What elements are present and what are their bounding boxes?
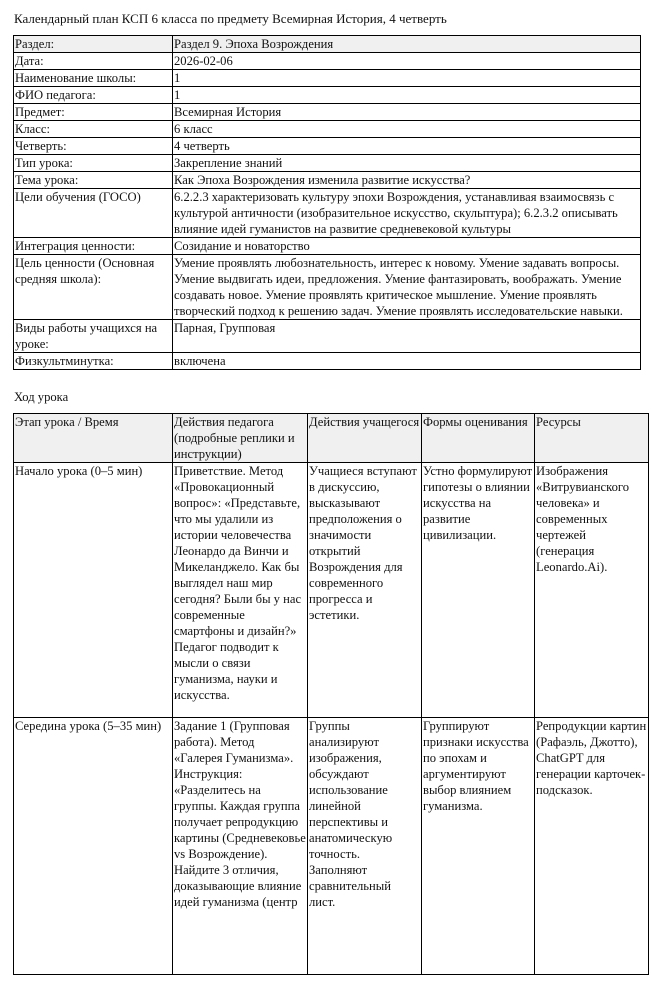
column-header: Формы оценивания bbox=[422, 414, 535, 463]
info-key: Класс: bbox=[14, 121, 173, 138]
info-value: Умение проявлять любознательность, интерес к новому. Умение задавать вопросы. Умение выдвигать идеи, предложения. Умение фантазировать, воображать. Умение создавать новое. Умение проявлять критическое мышление. Умение проявлять творческий подход к решению задач. Умение проявлять исследовательские навыки. bbox=[173, 255, 641, 320]
document-title: Календарный план КСП 6 класса по предмету Всемирная История, 4 четверть bbox=[14, 11, 447, 26]
info-row bbox=[14, 255, 641, 320]
info-key: Предмет: bbox=[14, 104, 173, 121]
info-key: Наименование школы: bbox=[14, 70, 173, 87]
column-header: Ресурсы bbox=[535, 414, 649, 463]
table-row bbox=[14, 463, 649, 718]
info-row bbox=[14, 353, 641, 370]
info-row bbox=[14, 121, 641, 138]
resources-cell: Репродукции картин (Рафаэль, Джотто), ChatGPT для генерации карточек-подсказок. bbox=[535, 718, 649, 975]
info-row bbox=[14, 238, 641, 255]
info-row bbox=[14, 172, 641, 189]
info-row bbox=[14, 104, 641, 121]
info-key: Тема урока: bbox=[14, 172, 173, 189]
info-row bbox=[14, 189, 641, 238]
stage-cell: Начало урока (0–5 мин) bbox=[14, 463, 173, 718]
info-key: Раздел: bbox=[14, 36, 173, 53]
table-header-row bbox=[14, 414, 649, 463]
info-key: Дата: bbox=[14, 53, 173, 70]
info-value: Созидание и новаторство bbox=[173, 238, 641, 255]
info-value: 6 класс bbox=[173, 121, 641, 138]
info-value: Парная, Групповая bbox=[173, 320, 641, 353]
info-value: 1 bbox=[173, 87, 641, 104]
column-header: Действия учащегося bbox=[308, 414, 422, 463]
info-value: Как Эпоха Возрождения изменила развитие искусства? bbox=[173, 172, 641, 189]
info-row bbox=[14, 320, 641, 353]
info-key: Цели обучения (ГОСО) bbox=[14, 189, 173, 238]
teacher-actions-cell: Задание 1 (Групповая работа). Метод «Галерея Гуманизма». Инструкция: «Разделитесь на группы. Каждая группа получает репродукцию картины (Средневековье vs Возрождение). Найдите 3 отличия, доказывающие влияние идей гуманизма (центр bbox=[173, 718, 308, 975]
info-value: 2026-02-06 bbox=[173, 53, 641, 70]
info-value: 6.2.2.3 характеризовать культуру эпохи Возрождения, устанавливая взаимосвязь с культурой античности (изобразительное искусство, скульптура); 6.2.3.2 описывать влияние идей гуманистов на развитие средневековой культуры bbox=[173, 189, 641, 238]
info-key: Интеграция ценности: bbox=[14, 238, 173, 255]
lesson-plan-table bbox=[13, 413, 649, 975]
info-key: Виды работы учащихся на уроке: bbox=[14, 320, 173, 353]
info-key: Цель ценности (Основная средняя школа): bbox=[14, 255, 173, 320]
info-value: 1 bbox=[173, 70, 641, 87]
info-row bbox=[14, 155, 641, 172]
student-actions-cell: Учащиеся вступают в дискуссию, высказывают предположения о значимости открытий Возрождения для современного прогресса и эстетики. bbox=[308, 463, 422, 718]
info-value: 4 четверть bbox=[173, 138, 641, 155]
lesson-section-label: Ход урока bbox=[14, 390, 69, 404]
column-header: Действия педагога (подробные реплики и инструкции) bbox=[173, 414, 308, 463]
info-row bbox=[14, 138, 641, 155]
info-row bbox=[14, 53, 641, 70]
assessment-cell: Группируют признаки искусства по эпохам и аргументируют выбор влиянием гуманизма. bbox=[422, 718, 535, 975]
table-row bbox=[14, 718, 649, 975]
lesson-info-table bbox=[13, 35, 641, 370]
info-key: Тип урока: bbox=[14, 155, 173, 172]
info-row bbox=[14, 87, 641, 104]
info-key: Физкультминутка: bbox=[14, 353, 173, 370]
info-row bbox=[14, 36, 641, 53]
info-value: Всемирная История bbox=[173, 104, 641, 121]
info-value: Раздел 9. Эпоха Возрождения bbox=[173, 36, 641, 53]
info-key: ФИО педагога: bbox=[14, 87, 173, 104]
info-value: Закрепление знаний bbox=[173, 155, 641, 172]
info-value: включена bbox=[173, 353, 641, 370]
resources-cell: Изображения «Витрувианского человека» и современных чертежей (генерация Leonardo.Ai). bbox=[535, 463, 649, 718]
stage-cell: Середина урока (5–35 мин) bbox=[14, 718, 173, 975]
info-key: Четверть: bbox=[14, 138, 173, 155]
teacher-actions-cell: Приветствие. Метод «Провокационный вопрос»: «Представьте, что мы удалили из истории человечества Леонардо да Винчи и Микеланджело. Как бы выглядел наш мир сегодня? Были бы у нас современные смартфоны и дизайн?» Педагог подводит к мысли о связи гуманизма, науки и искусства. bbox=[173, 463, 308, 718]
column-header: Этап урока / Время bbox=[14, 414, 173, 463]
student-actions-cell: Группы анализируют изображения, обсуждают использование линейной перспективы и анатомическую точность. Заполняют сравнительный лист. bbox=[308, 718, 422, 975]
assessment-cell: Устно формулируют гипотезы о влиянии искусства на развитие цивилизации. bbox=[422, 463, 535, 718]
info-row bbox=[14, 70, 641, 87]
